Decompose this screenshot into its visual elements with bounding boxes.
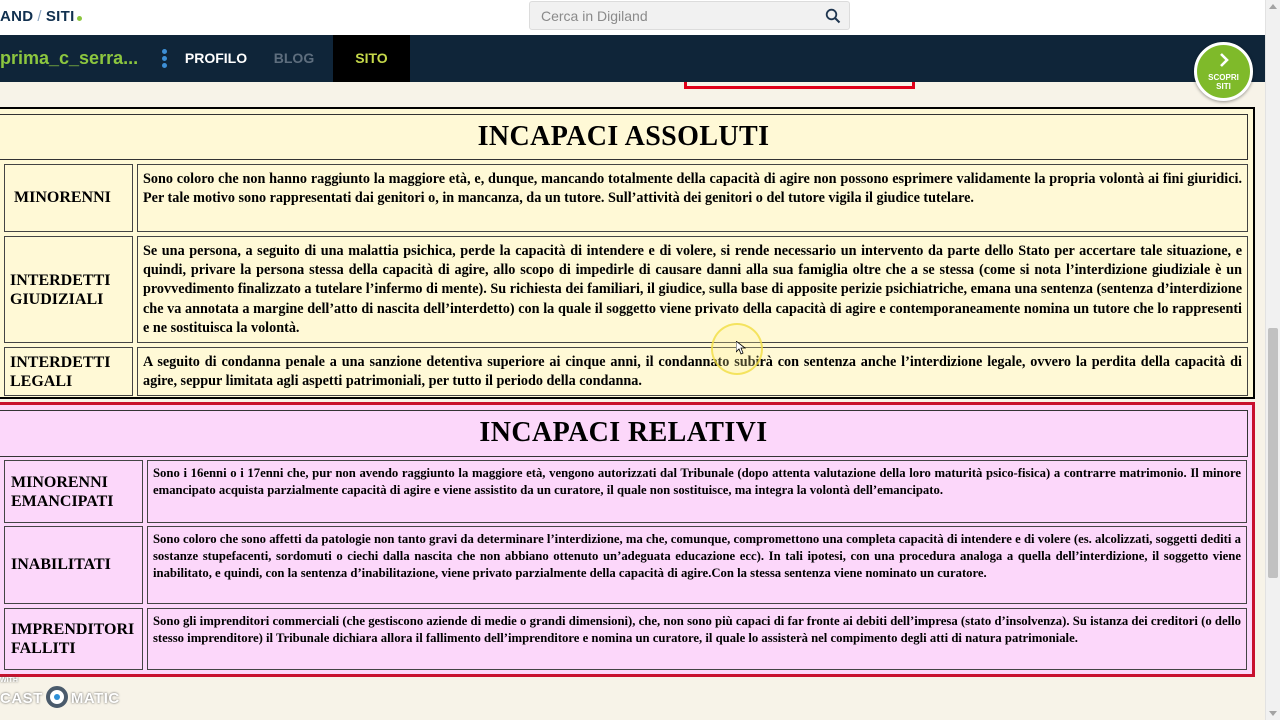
row-label: MINORENNI (4, 164, 133, 232)
row-text: Se una persona, a seguito di una malattia psichica, perde la capacità di intendere e di volere, si rende necessario un intervento da parte dello Stato per accertare tale situazione, e quindi, privare la persona stessa della capacità di agire, allo scopo di impedirle di causare danni alla sua famiglia oltre che a se stessa (come si nota l’interdizione giudiziale è un provvedimento finalizzato a tutelare l’infermo di mente). Su richiesta dei familiari, il giudice, sulla base di apposite perizie psichiatriche, emana una sentenza (sentenza d’interdizione che va annotata a margine dell’atto di nascita dell’interdetto) con la quale il soggetto viene privato della capacità di agire e contemporaneamente nomina un tutore che lo rappresenti e ne sostituisca la volontà. (137, 236, 1248, 343)
search-input[interactable] (530, 2, 820, 29)
row-label: IMPRENDITORI FALLITI (4, 608, 143, 670)
brand-left: AND (0, 8, 34, 25)
row-text: Sono coloro che sono affetti da patologie non tanto gravi da determinare l’interdizione, ma che, comunque, compromettono una completa capacità di intendere e di volere (es. alcolizzati, soggetti dediti a sostanze stupefacenti, sordomuti o ciechi dalla nascita che non abbiano ottenuto un’adeguata educazione ecc). In tali ipotesi, con una procedura analoga a quella dell’interdizione, il soggetto viene inabilitato, e quindi, con la sentenza d’inabilitazione, viene privato parzialmente della capacità di agire.Con la stessa sentenza viene nominato un curatore. (147, 526, 1247, 604)
more-options-icon[interactable] (160, 49, 168, 69)
brand-dot (77, 16, 82, 21)
row-label: INTERDETTI LEGALI (4, 347, 133, 396)
brand-right: SITI (45, 8, 75, 25)
scopri-siti-button[interactable] (1194, 42, 1253, 101)
search-icon[interactable] (825, 8, 841, 24)
screencast-watermark (0, 676, 120, 720)
scopri-siti-label: SCOPRI SITI (1208, 73, 1239, 91)
watermark-logo: CAST MATIC (0, 688, 120, 710)
row-label: INTERDETTI GIUDIZIALI (4, 236, 133, 343)
nav-blog[interactable]: BLOG (273, 50, 315, 66)
brand-slash: / (37, 8, 42, 25)
section-title: INCAPACI RELATIVI (0, 410, 1248, 457)
chevron-right-icon (1216, 52, 1232, 68)
nav-profilo[interactable]: PROFILO (184, 50, 248, 66)
row-label: INABILITATI (4, 526, 143, 604)
site-name[interactable]: prima_c_serra... (0, 48, 139, 68)
row-text: Sono coloro che non hanno raggiunto la maggiore età, e, dunque, mancando totalmente della capacità di agire non possono esprimere validamente la propria volontà ai fini giuridici. Per tale motivo sono rappresentati dai genitori o, in mancanza, da un tutore. Sull’attività dei genitori o del tutore vigila il giudice tutelare. (137, 164, 1248, 232)
incapaci-assoluti-table (0, 107, 1255, 399)
digiland-logo[interactable] (0, 8, 82, 25)
search-box (529, 1, 850, 30)
screencast-ring-icon (46, 686, 68, 708)
row-text: A seguito di condanna penale a una sanzione detentiva superiore ai cinque anni, il condannato subirà con sentenza anche l’interdizione legale, ovvero la perdita della capacità di agire, seppur limitata agli aspetti patrimoniali, per tutto il periodo della condanna. (137, 347, 1248, 396)
row-label: MINORENNI EMANCIPATI (4, 460, 143, 523)
scroll-down-icon[interactable] (1269, 711, 1277, 716)
page-scrollbar[interactable] (1265, 0, 1280, 720)
scrollbar-thumb[interactable] (1268, 328, 1278, 578)
site-navbar (0, 35, 1265, 82)
previous-box-edge (684, 82, 915, 89)
watermark-with: WITH (0, 677, 18, 684)
row-text: Sono gli imprenditori commerciali (che gestiscono aziende di medie o grandi dimensioni), che, non sono più capaci di far fronte ai debiti dell’impresa (stato d’insolvenza). Su istanza dei creditori (o dello stesso imprenditore) il Tribunale dichiara allora il fallimento dell’imprenditore e nomina un curatore, il quale lo assisterà nel compimento degli atti di natura patrimoniale. (147, 608, 1247, 670)
section-title: INCAPACI ASSOLUTI (0, 114, 1248, 160)
mouse-cursor-icon (736, 341, 746, 355)
nav-sito[interactable]: SITO (333, 35, 410, 82)
scroll-up-icon[interactable] (1269, 4, 1277, 9)
row-text: Sono i 16enni o i 17enni che, pur non avendo raggiunto la maggiore età, vengono autorizzati dal Tribunale (dopo attenta valutazione della loro maturità psico-fisica) a contrarre matrimonio. Il minore emancipato acquista parzialmente capacità di agire e viene assistito da un curatore, il quale non sostituisce, ma integra la volontà dell’emancipato. (147, 460, 1247, 523)
top-bar (0, 0, 1265, 35)
incapaci-relativi-table (0, 402, 1255, 677)
